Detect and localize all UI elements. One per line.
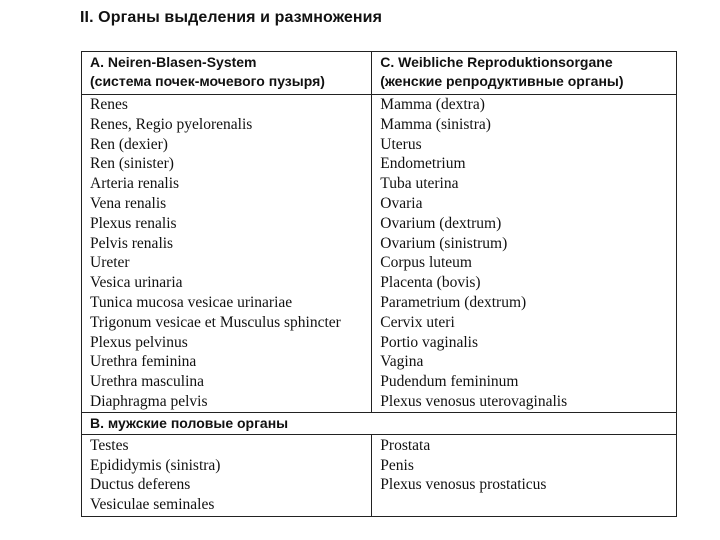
list-item: Ductus deferens bbox=[90, 476, 191, 494]
list-item: Urethra masculina bbox=[90, 373, 205, 391]
list-item: Testes bbox=[90, 436, 129, 454]
section-c-header bbox=[372, 52, 677, 95]
list-item: Diaphragma pelvis bbox=[90, 392, 208, 410]
list-item: Corpus luteum bbox=[380, 254, 472, 272]
list-item: Plexus pelvinus bbox=[90, 333, 188, 351]
list-item: Ovarium (dextrum) bbox=[380, 214, 502, 232]
section-a-list bbox=[82, 95, 372, 413]
list-item: Prostata bbox=[380, 436, 431, 454]
list-item: Arteria renalis bbox=[90, 175, 180, 193]
list-item: Renes, Regio pyelorenalis bbox=[90, 115, 253, 133]
list-item: Cervix uteri bbox=[380, 313, 455, 331]
list-item: Vesiculae seminales bbox=[90, 496, 215, 514]
section-headers-row bbox=[82, 52, 677, 95]
list-item: Epididymis (sinistra) bbox=[90, 456, 221, 474]
list-item: Mamma (dextra) bbox=[380, 96, 485, 113]
section-c-title-line2: (женские репродуктивные органы) bbox=[380, 73, 624, 89]
section-lists-row bbox=[82, 95, 677, 413]
list-item: Plexus venosus prostaticus bbox=[380, 476, 547, 494]
list-item: Tunica mucosa vesicae urinariae bbox=[90, 293, 293, 311]
section-b-list-left bbox=[82, 434, 372, 516]
list-item: Renes bbox=[90, 96, 128, 113]
organ-table bbox=[81, 51, 677, 517]
section-a-title-line2: (система почек-мочевого пузыря) bbox=[90, 73, 325, 89]
section-a-title-line1: A. Neiren-Blasen-System bbox=[90, 54, 257, 70]
list-item: Ren (dexier) bbox=[90, 135, 168, 153]
list-item: Ren (sinister) bbox=[90, 155, 174, 173]
list-item: Uterus bbox=[380, 135, 422, 153]
list-item: Mamma (sinistra) bbox=[380, 115, 491, 133]
list-item: Pudendum femininum bbox=[380, 373, 519, 391]
list-item: Plexus venosus uterovaginalis bbox=[380, 392, 568, 410]
list-item: Trigonum vesicae et Musculus sphincter bbox=[90, 313, 341, 331]
list-item: Penis bbox=[380, 456, 414, 474]
list-item: Pelvis renalis bbox=[90, 234, 174, 252]
list-item: Vesica urinaria bbox=[90, 274, 183, 292]
section-b-list-right bbox=[372, 434, 677, 516]
list-item: Vena renalis bbox=[90, 194, 167, 212]
list-item: Tuba uterina bbox=[380, 175, 459, 193]
section-b-header-row bbox=[82, 412, 677, 434]
page-title: II. Органы выделения и размножения bbox=[80, 9, 383, 26]
section-b-title: B. мужские половые органы bbox=[90, 414, 289, 431]
list-item: Ureter bbox=[90, 254, 130, 272]
list-item: Ovarium (sinistrum) bbox=[380, 234, 508, 252]
list-item: Endometrium bbox=[380, 155, 466, 173]
list-item: Plexus renalis bbox=[90, 214, 177, 232]
list-item: Urethra feminina bbox=[90, 353, 197, 371]
list-item: Placenta (bovis) bbox=[380, 274, 481, 292]
section-b-header bbox=[82, 412, 677, 434]
list-item: Parametrium (dextrum) bbox=[380, 293, 527, 311]
section-a-header bbox=[82, 52, 372, 95]
list-item: Vagina bbox=[380, 353, 424, 371]
list-item: Ovaria bbox=[380, 194, 423, 212]
section-c-title-line1: C. Weibliche Reproduktionsorgane bbox=[380, 54, 613, 70]
list-item: Portio vaginalis bbox=[380, 333, 479, 351]
section-c-list bbox=[372, 95, 677, 413]
section-b-lists-row bbox=[82, 434, 677, 516]
